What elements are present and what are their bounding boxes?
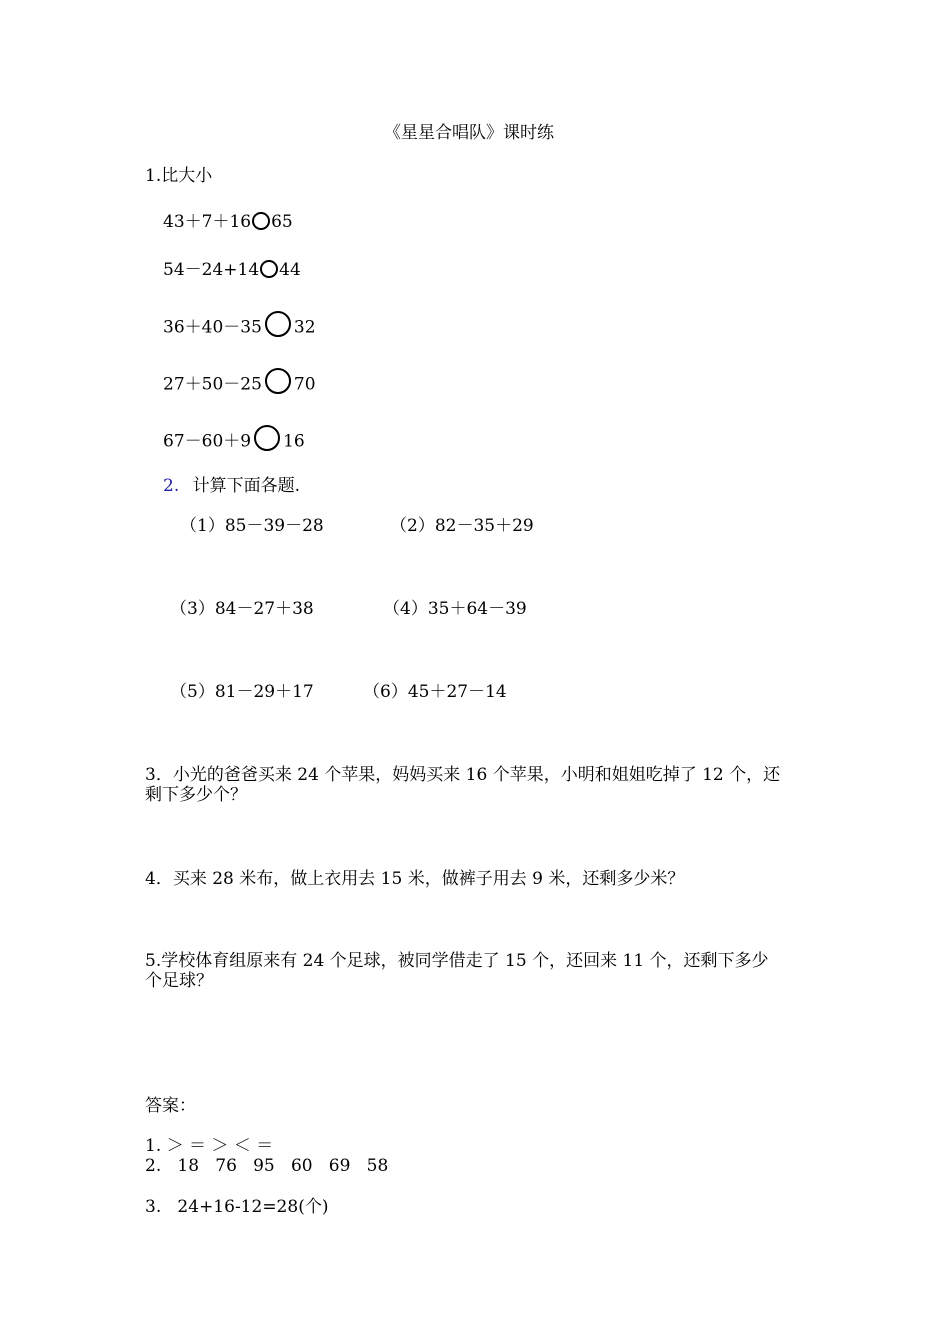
compare-item	[163, 372, 316, 398]
compare-left: 54－24+14	[163, 260, 260, 280]
page-title: 《星星合唱队》课时练	[384, 123, 554, 143]
answers-heading: 答案：	[145, 1096, 196, 1116]
question-1-heading: 1.比大小	[145, 166, 213, 186]
compare-item	[163, 259, 301, 281]
compare-right: 32	[293, 317, 316, 338]
answer-2: 2. 18 76 95 60 69 58	[145, 1156, 389, 1176]
compare-right: 44	[279, 260, 301, 280]
calc-problem: （6）45＋27－14	[363, 682, 507, 702]
compare-right: 70	[293, 374, 316, 395]
question-2-heading	[163, 475, 300, 497]
compare-circle-blank[interactable]	[254, 425, 280, 451]
answer-3: 3. 24+16-12=28(个)	[145, 1197, 329, 1217]
compare-item	[163, 315, 316, 341]
calc-problem: （2）82－35＋29	[390, 516, 534, 536]
answer-1: 1. ＞ ＝ ＞ ＜ ＝	[145, 1136, 274, 1156]
compare-item	[163, 211, 293, 233]
compare-circle-blank[interactable]	[265, 368, 291, 394]
compare-left: 27＋50－25	[163, 374, 262, 395]
calc-problem: （4）35＋64－39	[383, 599, 527, 619]
question-3-line1: 3．小光的爸爸买来 24 个苹果，妈妈买来 16 个苹果，小明和姐姐吃掉了 12 个，还	[145, 765, 781, 785]
compare-circle-blank[interactable]	[252, 212, 270, 230]
compare-circle-blank[interactable]	[265, 311, 291, 337]
question-4-text: 4．买来 28 米布，做上衣用去 15 米，做裤子用去 9 米，还剩多少米？	[145, 869, 685, 889]
compare-circle-blank[interactable]	[260, 260, 278, 278]
compare-right: 16	[283, 431, 305, 452]
compare-left: 43＋7＋16	[163, 212, 252, 232]
calc-problem: （3）84－27＋38	[170, 599, 314, 619]
calc-problem: （1）85－39－28	[180, 516, 324, 536]
question-2-text: 计算下面各题.	[192, 476, 301, 496]
question-3-line2: 剩下多少个？	[145, 785, 247, 805]
compare-item	[163, 429, 305, 455]
compare-left: 36＋40－35	[163, 317, 262, 338]
question-2-number: 2.	[163, 476, 180, 496]
question-5-line1: 5.学校体育组原来有 24 个足球，被同学借走了 15 个，还回来 11 个，还剩下多少	[145, 951, 769, 971]
compare-left: 67－60＋9	[163, 431, 252, 452]
compare-right: 65	[271, 212, 293, 232]
question-5-line2: 个足球？	[145, 971, 213, 991]
calc-problem: （5）81－29＋17	[170, 682, 314, 702]
